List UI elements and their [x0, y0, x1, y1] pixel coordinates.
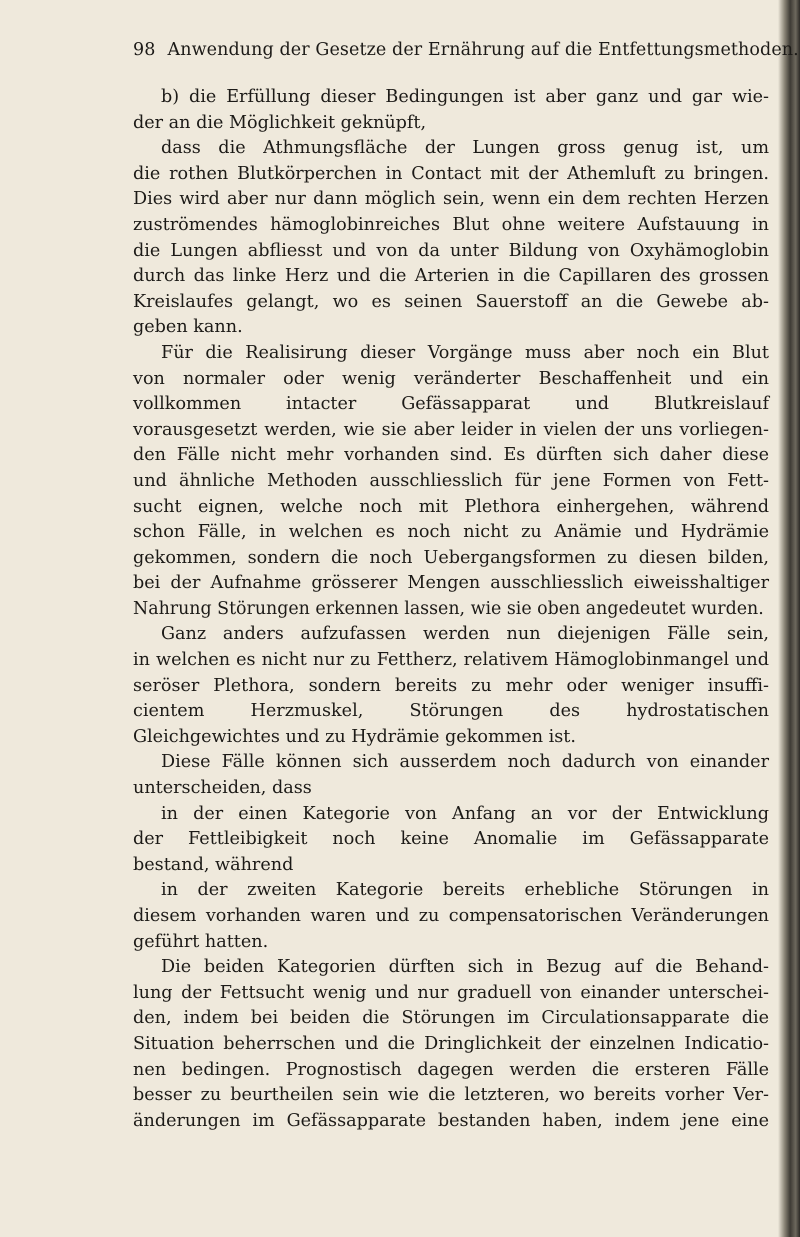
- body-text: [133, 85, 769, 1134]
- text-line: den, indem bei beiden die Störungen im Circulationsapparate die: [133, 1008, 769, 1029]
- text-line: in der einen Kategorie von Anfang an vor der Entwicklung: [161, 803, 769, 824]
- text-line: besser zu beurtheilen sein wie die letzteren, wo bereits vorher Ver-: [133, 1085, 769, 1106]
- text-line: der Fettleibigkeit noch keine Anomalie im Gefässapparate: [133, 829, 769, 850]
- text-line: Diese Fälle können sich ausserdem noch dadurch von einander: [161, 752, 769, 773]
- text-line: vorausgesetzt werden, wie sie aber leider in vielen der uns vorliegen-: [133, 419, 769, 440]
- text-line: die rothen Blutkörperchen in Contact mit der Athemluft zu bringen.: [133, 163, 769, 184]
- text-line: durch das linke Herz und die Arterien in die Capillaren des grossen: [133, 266, 769, 287]
- text-line: unterscheiden, dass: [133, 778, 312, 799]
- text-line: seröser Plethora, sondern bereits zu mehr oder weniger insuffi-: [133, 675, 769, 696]
- text-line: von normaler oder wenig veränderter Beschaffenheit und ein: [133, 368, 769, 389]
- text-line: Ganz anders aufzufassen werden nun diejenigen Fälle sein,: [161, 624, 769, 645]
- running-title: Anwendung der Gesetze der Ernährung auf die Entfettungsmethoden.: [167, 40, 799, 60]
- text-line: Dies wird aber nur dann möglich sein, wenn ein dem rechten Herzen: [133, 189, 769, 210]
- text-line: geführt hatten.: [133, 931, 269, 952]
- text-line: änderungen im Gefässapparate bestanden haben, indem jene eine: [133, 1110, 769, 1131]
- page-edge-shadow: [778, 0, 800, 1237]
- text-line: in welchen es nicht nur zu Fettherz, relativem Hämoglobinmangel und: [133, 650, 769, 671]
- text-line: diesem vorhanden waren und zu compensatorischen Veränderungen: [133, 906, 769, 926]
- text-line: schon Fälle, in welchen es noch nicht zu Anämie und Hydrämie: [133, 522, 769, 543]
- text-line: Für die Realisirung dieser Vorgänge muss aber noch ein Blut: [161, 342, 769, 363]
- text-line: Kreislaufes gelangt, wo es seinen Sauerstoff an die Gewebe ab-: [133, 291, 769, 312]
- text-line: lung der Fettsucht wenig und nur graduell von einander unterschei-: [133, 982, 769, 1003]
- text-line: cientem Herzmuskel, Störungen des hydrostatischen: [133, 701, 769, 722]
- text-line: der an die Möglichkeit geknüpft,: [133, 112, 427, 133]
- text-line: Nahrung Störungen erkennen lassen, wie sie oben angedeutet wurden.: [133, 598, 764, 619]
- text-line: und ähnliche Methoden ausschliesslich für jene Formen von Fett-: [133, 470, 769, 491]
- page-number: 98: [133, 40, 156, 60]
- text-line: Situation beherrschen und die Dringlichkeit der einzelnen Indicatio-: [133, 1033, 769, 1054]
- text-line: dass die Athmungsfläche der Lungen gross genug ist, um: [161, 138, 769, 159]
- text-line: die Lungen abfliesst und von da unter Bildung von Oxyhämoglobin: [133, 240, 769, 261]
- text-line: zuströmendes hämoglobinreiches Blut ohne weitere Aufstauung in: [133, 214, 769, 235]
- text-line: bestand, während: [133, 854, 294, 875]
- text-line: in der zweiten Kategorie bereits erhebliche Störungen in: [161, 880, 769, 901]
- text-line: den Fälle nicht mehr vorhanden sind. Es dürften sich daher diese: [133, 445, 769, 466]
- text-line: geben kann.: [133, 317, 243, 338]
- text-line: gekommen, sondern die noch Uebergangsformen zu diesen bilden,: [133, 547, 769, 568]
- text-line: Die beiden Kategorien dürften sich in Bezug auf die Behand-: [161, 957, 769, 978]
- text-line: nen bedingen. Prognostisch dagegen werden die ersteren Fälle: [133, 1059, 769, 1080]
- text-line: b) die Erfüllung dieser Bedingungen ist aber ganz und gar wie-: [161, 87, 769, 107]
- text-line: sucht eignen, welche noch mit Plethora einhergehen, während: [133, 496, 769, 517]
- running-header: [133, 40, 799, 60]
- text-line: vollkommen intacter Gefässapparat und Blutkreislauf: [133, 394, 769, 415]
- text-line: bei der Aufnahme grösserer Mengen ausschliesslich eiweisshaltiger: [133, 573, 769, 594]
- text-line: Gleichgewichtes und zu Hydrämie gekommen ist.: [133, 726, 576, 747]
